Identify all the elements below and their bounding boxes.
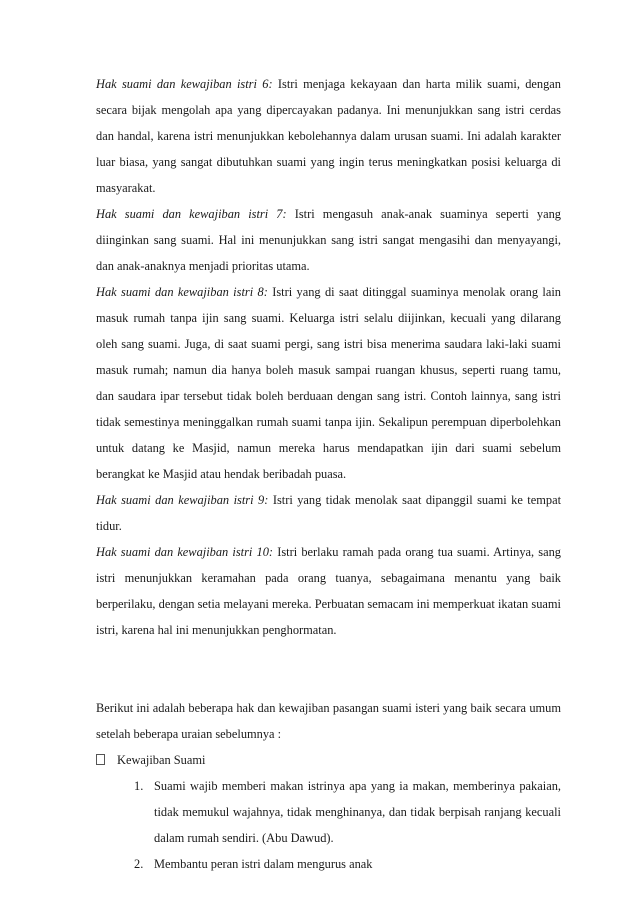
paragraph-text: Istri yang di saat ditinggal suaminya menolak orang lain masuk rumah tanpa ijin sang suami. Keluarga istri selalu diijinkan, kecuali yang dilarang oleh sang suami. Juga, di saat suami pergi, sang istri bisa menerima saudara laki-laki suami masuk rumah; namun dia hanya boleh masuk sampai ruangan khusus, seperti ruang tamu, dan saudara ipar tersebut tidak boleh berduaan dengan sang istri. Contoh lainnya, sang istri tidak semestinya meninggalkan rumah suami tanpa ijin. Sekalipun perempuan diperbolehkan untuk datang ke Masjid, namun mereka harus mendapatkan ijin dari suami sebelum berangkat ke Masjid atau hendak beribadah puasa. (96, 285, 561, 481)
paragraph-text: Istri mengasuh anak-anak suaminya seperti yang diinginkan sang suami. Hal ini menunjukkan sang istri sangat mengasihi dan menyayangi, dan anak-anaknya menjadi prioritas utama. (96, 207, 561, 273)
kewajiban-suami-list (96, 773, 561, 877)
list-item-text: Suami wajib memberi makan istrinya apa yang ia makan, memberinya pakaian, tidak memukul wajahnya, tidak menghinanya, dan tidak berpisah ranjang kecuali dalam rumah sendiri. (Abu Dawud). (154, 779, 561, 845)
bullet-box-icon (96, 754, 105, 765)
paragraph-text: Istri menjaga kekayaan dan harta milik suami, dengan secara bijak mengolah apa yang dipercayakan padanya. Ini menunjukkan sang istri cerdas dan handal, karena istri menunjukkan kebolehannya dalam urusan suami. Ini adalah karakter luar biasa, yang sangat dibutuhkan suami yang ingin terus meningkatkan posisi keluarga di masyarakat. (96, 77, 562, 195)
paragraph-lead: Hak suami dan kewajiban istri 9: (96, 493, 269, 507)
paragraph-hak-7 (96, 201, 561, 279)
paragraph-lead: Hak suami dan kewajiban istri 8: (96, 285, 268, 299)
list-number: 1. (134, 779, 144, 793)
intro-paragraph: Berikut ini adalah beberapa hak dan kewajiban pasangan suami isteri yang baik secara umum setelah beberapa uraian sebelumnya : (96, 701, 561, 741)
paragraph-text: Istri yang tidak menolak saat dipanggil suami ke tempat tidur. (96, 493, 562, 533)
list-item-text: Membantu peran istri dalam mengurus anak (154, 857, 373, 871)
paragraph-hak-10 (96, 539, 561, 643)
list-item (96, 773, 561, 851)
paragraph-hak-8 (96, 279, 561, 487)
paragraph-lead: Hak suami dan kewajiban istri 10: (96, 545, 274, 559)
list-number: 2. (134, 857, 144, 871)
bullet-kewajiban-suami (96, 747, 561, 773)
paragraph-hak-6 (96, 71, 561, 201)
list-item (96, 851, 561, 877)
paragraph-lead: Hak suami dan kewajiban istri 7: (96, 207, 287, 221)
paragraph-hak-9 (96, 487, 561, 539)
document-body (96, 71, 561, 877)
paragraph-text: Istri berlaku ramah pada orang tua suami. Artinya, sang istri menunjukkan keramahan pada orang tuanya, sebagaimana menantu yang baik berperilaku, dengan setia melayani mereka. Perbuatan semacam ini memperkuat ikatan suami istri, karena hal ini menunjukkan penghormatan. (96, 545, 561, 637)
bullet-label: Kewajiban Suami (117, 753, 206, 767)
paragraph-lead: Hak suami dan kewajiban istri 6: (96, 77, 273, 91)
section-spacer (96, 643, 561, 695)
